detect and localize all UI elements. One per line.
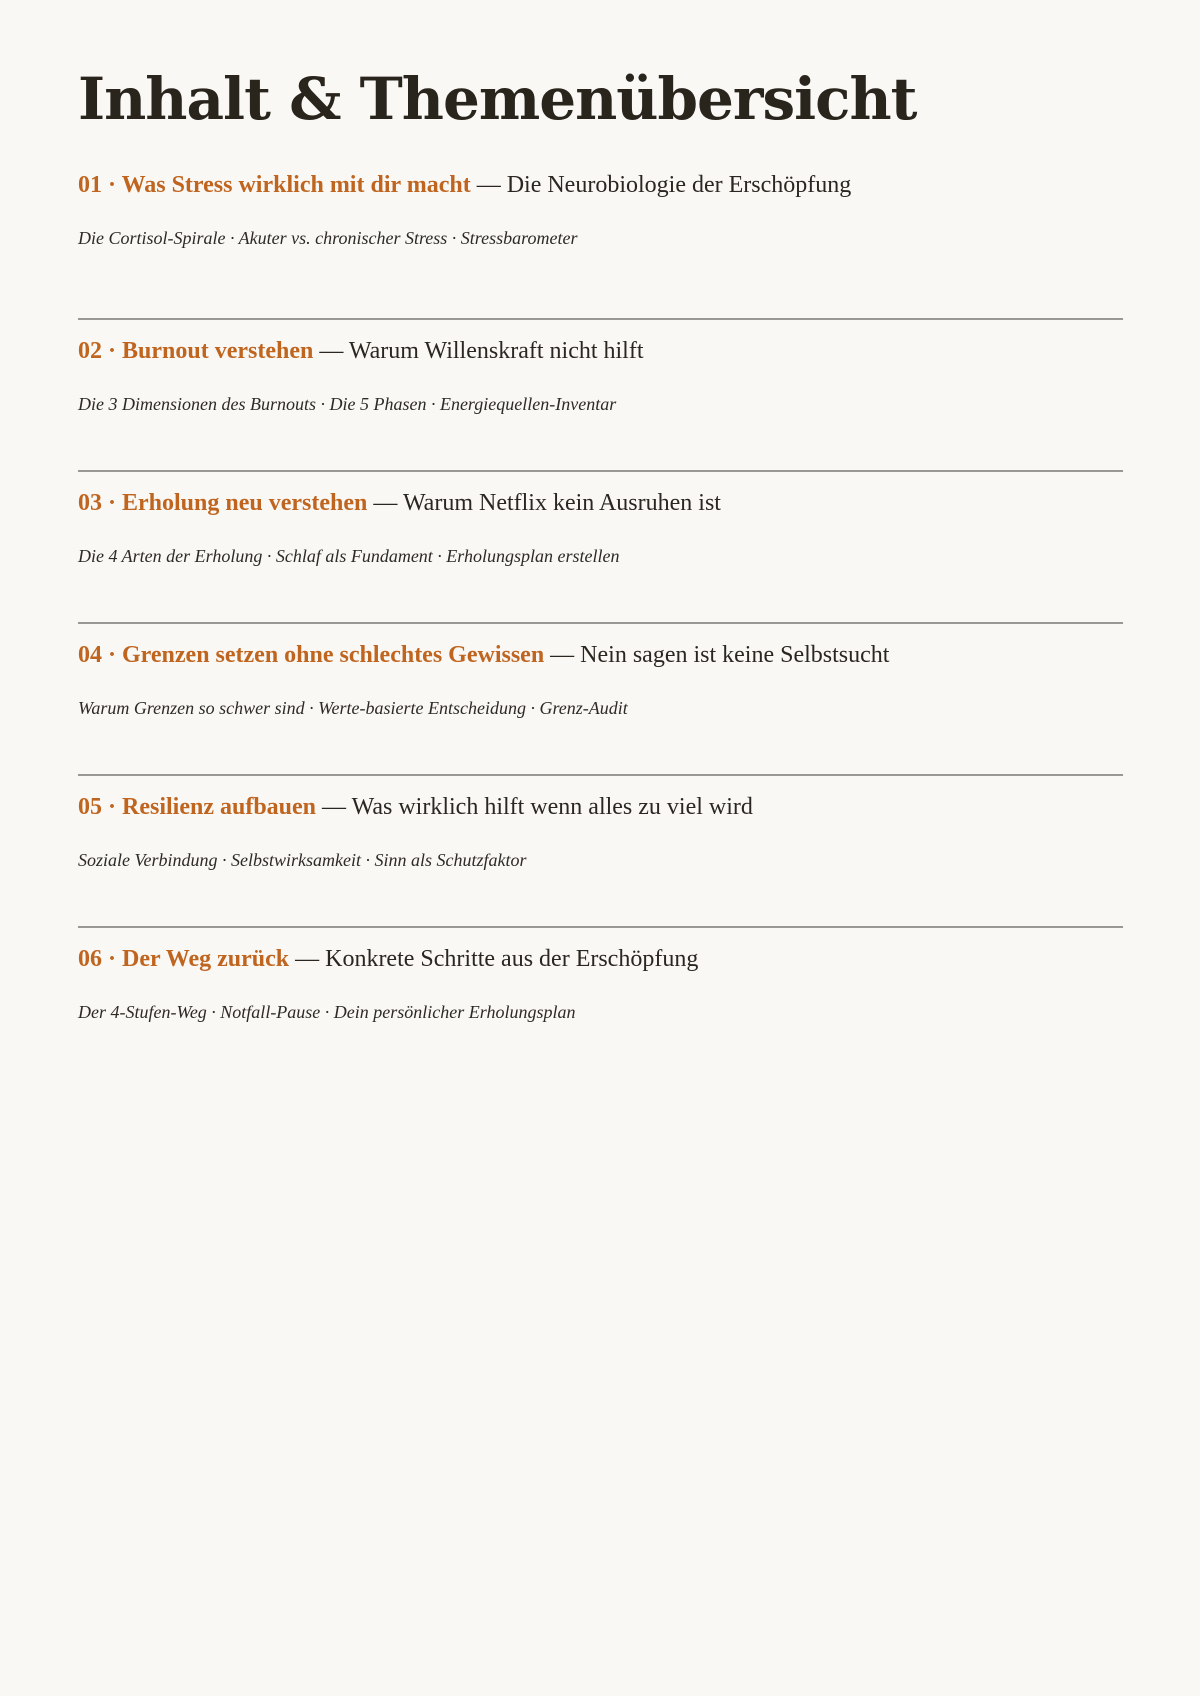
chapter-topics: Der 4-Stufen-Weg · Notfall-Pause · Dein persönlicher Erholungsplan (78, 1002, 576, 1022)
chapter-subtitle: Nein sagen ist keine Selbstsucht (580, 642, 890, 668)
chapter-topics: Soziale Verbindung · Selbstwirksamkeit · Sinn als Schutzfaktor (78, 850, 527, 870)
heading-separator: — (289, 946, 326, 972)
heading-separator: — (470, 172, 507, 198)
table-of-contents (78, 168, 1123, 1080)
chapter-topics: Die Cortisol-Spirale · Akuter vs. chronischer Stress · Stressbarometer (78, 228, 578, 248)
toc-entry-03 (78, 472, 1123, 624)
heading-separator: — (367, 490, 403, 516)
chapter-label: 05 · Resilienz aufbauen (78, 794, 317, 820)
chapter-label: 06 · Der Weg zurück (78, 946, 290, 972)
heading-separator: — (316, 794, 352, 820)
toc-entry-heading (78, 488, 1123, 518)
heading-separator: — (313, 338, 349, 364)
chapter-subtitle: Konkrete Schritte aus der Erschöpfung (325, 946, 699, 972)
toc-entry-05 (78, 776, 1123, 928)
chapter-subtitle: Was wirklich hilft wenn alles zu viel wird (351, 794, 753, 820)
toc-entry-heading (78, 640, 1123, 670)
chapter-label: 01 · Was Stress wirklich mit dir macht (78, 172, 471, 198)
chapter-topics: Warum Grenzen so schwer sind · Werte-basierte Entscheidung · Grenz-Audit (78, 698, 628, 718)
toc-entry-06 (78, 928, 1123, 1080)
toc-entry-heading (78, 336, 1123, 366)
toc-entry-01 (78, 168, 1123, 320)
chapter-subtitle: Warum Willenskraft nicht hilft (348, 338, 644, 364)
heading-separator: — (544, 642, 581, 668)
chapter-topics: Die 4 Arten der Erholung · Schlaf als Fundament · Erholungsplan erstellen (78, 546, 620, 566)
chapter-label: 02 · Burnout verstehen (78, 338, 314, 364)
chapter-topics: Die 3 Dimensionen des Burnouts · Die 5 Phasen · Energiequellen-Inventar (78, 394, 617, 414)
page-title: Inhalt & Themenübersicht (78, 65, 917, 133)
toc-entry-heading (78, 170, 1123, 200)
toc-entry-02 (78, 320, 1123, 472)
chapter-label: 04 · Grenzen setzen ohne schlechtes Gewissen (78, 642, 545, 668)
chapter-subtitle: Die Neurobiologie der Erschöpfung (506, 172, 852, 198)
toc-entry-04 (78, 624, 1123, 776)
toc-entry-heading (78, 944, 1123, 974)
chapter-subtitle: Warum Netflix kein Ausruhen ist (402, 490, 721, 516)
toc-entry-heading (78, 792, 1123, 822)
chapter-label: 03 · Erholung neu verstehen (78, 490, 368, 516)
